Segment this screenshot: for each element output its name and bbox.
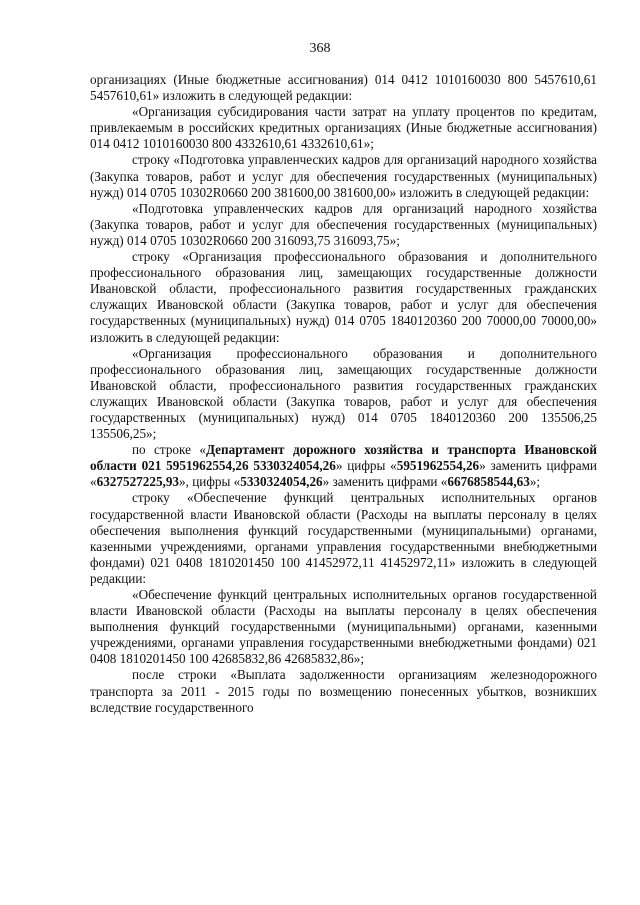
paragraph-7-bold-department: Департамент дорожного хозяйства и транспорта Ивановской области 021 5951962554,26 5330324054,26 [90,442,597,474]
page-number: 368 [309,41,331,56]
paragraph-7-text-6: »; [529,474,541,490]
paragraph-7 [90,442,597,490]
paragraph-8: строку «Обеспечение функций центральных исполнительных органов государственной власти Ивановской области (Расходы на выплаты персоналу в целях обеспечения выполнения функций государственными (муниципальными) органами, казенными учреждениями, органами управления государственными внебюджетными фондами) 021 0408 1810201450 100 41452972,11 41452972,11» изложить в следующей редакции: [90,490,597,586]
paragraph-6: «Организация профессионального образования и дополнительного профессионального образования лиц, замещающих государственные должности Ивановской области, профессионального развития государственных гражданских служащих Ивановской области (Закупка товаров, работ и услуг для обеспечения государственных (муниципальных) нужд) 014 0705 1840120360 200 135506,25 135506,25»; [90,345,597,442]
paragraph-7-bold-old-2: 5330324054,26 [240,474,323,490]
paragraph-7-text-2: » цифры « [335,458,397,474]
paragraph-7-text-3: » заменить цифрами « [90,458,597,490]
paragraph-7-text-5: » заменить цифрами « [322,474,448,490]
paragraph-5: строку «Организация профессионального образования и дополнительного профессионального образования лиц, замещающих государственные должности Ивановской области, профессионального развития государственных гражданских служащих Ивановской области (Закупка товаров, работ и услуг для обеспечения государственных (муниципальных) нужд) 014 0705 1840120360 200 70000,00 70000,00» изложить в следующей редакции: [90,249,597,345]
paragraph-1: организациях (Иные бюджетные ассигнования) 014 0412 1010160030 800 5457610,61 5457610,61» изложить в следующей редакции: [90,72,597,104]
paragraph-7-bold-new-1: 6327527225,93 [96,474,180,490]
paragraph-7-text-4: », цифры « [179,474,241,490]
paragraph-7-bold-new-2: 6676858544,63 [447,474,530,490]
paragraph-10: после строки «Выплата задолженности организациям железнодорожного транспорта за 2011 - 2015 годы по возмещению понесенных убытков, возникших вследствие государственного [90,667,597,715]
paragraph-7-bold-old-1: 5951962554,26 [396,458,480,474]
paragraph-7-text-1: по строке « [132,442,206,458]
paragraph-3: строку «Подготовка управленческих кадров для организаций народного хозяйства (Закупка товаров, работ и услуг для обеспечения государственных (муниципальных) нужд) 014 0705 10302R0660 200 381600,00 381600,00» изложить в следующей редакции: [90,152,597,200]
paragraph-4: «Подготовка управленческих кадров для организаций народного хозяйства (Закупка товаров, работ и услуг для обеспечения государственных (муниципальных) нужд) 014 0705 10302R0660 200 316093,75 316093,75»; [90,200,597,248]
document-body [90,72,597,716]
paragraph-2: «Организация субсидирования части затрат на уплату процентов по кредитам, привлекаемым в российских кредитных организациях (Иные бюджетные ассигнования) 014 0412 1010160030 800 4332610,61 4332610,61»; [90,104,597,152]
paragraph-9: «Обеспечение функций центральных исполнительных органов государственной власти Ивановской области (Расходы на выплаты персоналу в целях обеспечения выполнения функций государственными (муниципальными) органами, казенными учреждениями, органами управления государственными внебюджетными фондами) 021 0408 1810201450 100 42685832,86 42685832,86»; [90,587,597,667]
